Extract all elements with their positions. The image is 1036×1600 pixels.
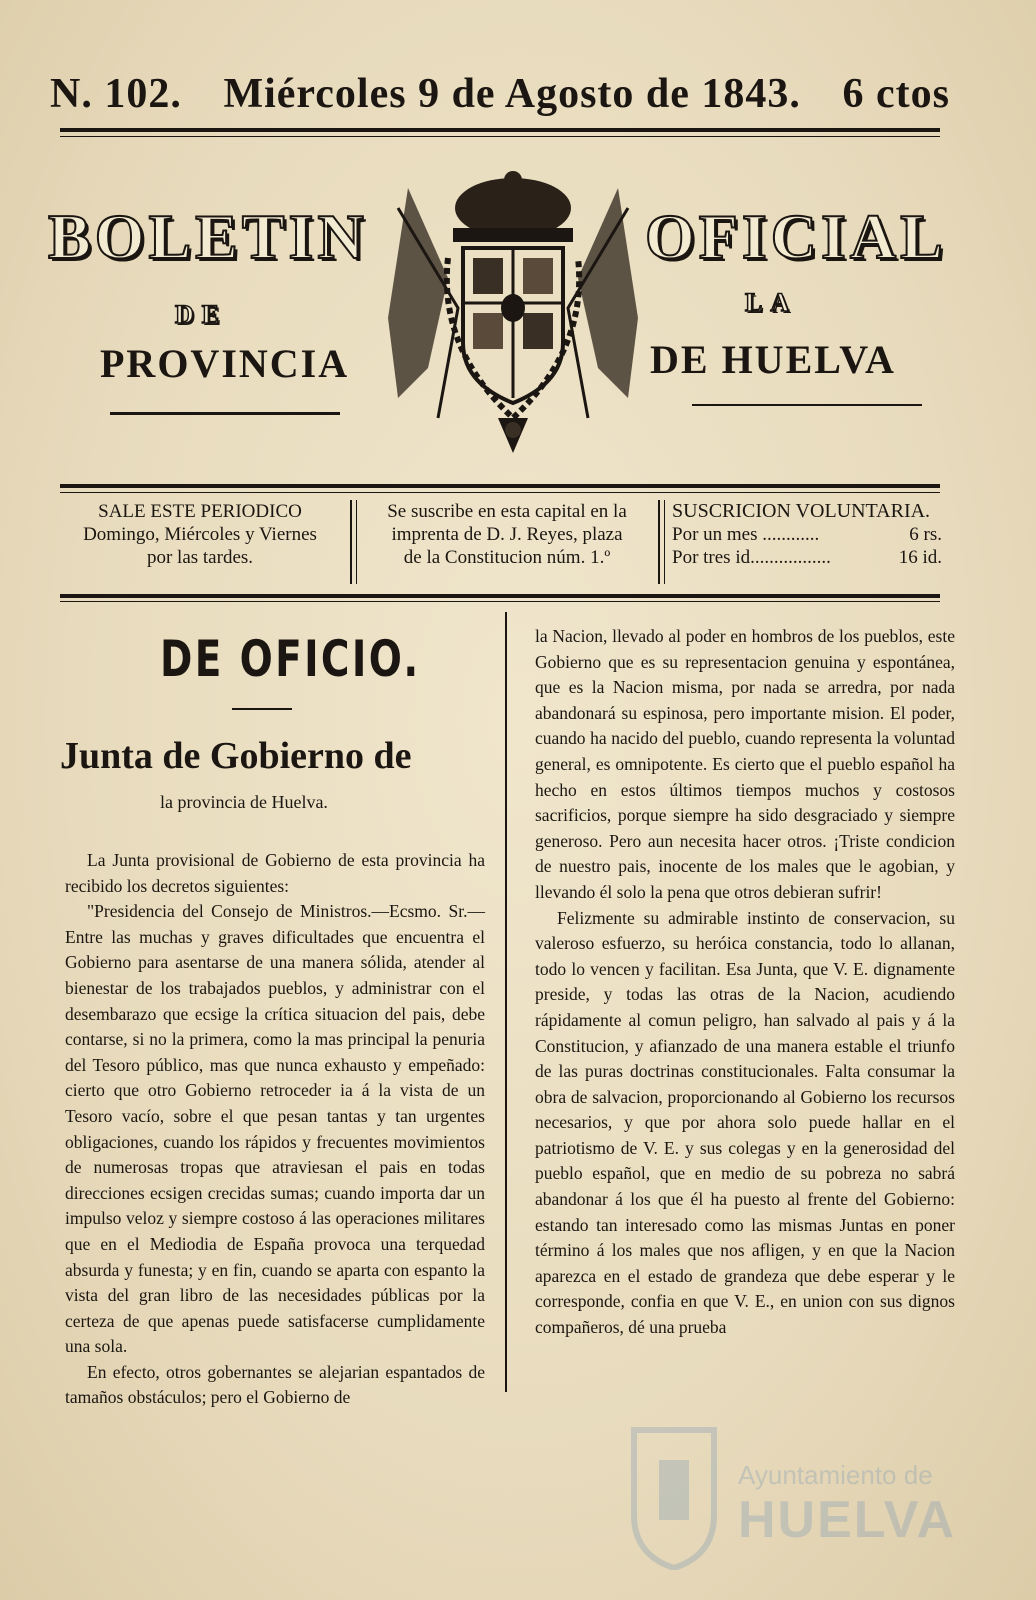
info-divider-2b [664, 500, 665, 584]
info-middle-line2: imprenta de D. J. Reyes, plaza [391, 524, 623, 545]
price-row [672, 546, 942, 569]
ayuntamiento-watermark [610, 1420, 957, 1570]
info-prices [672, 500, 942, 592]
article-title: Junta de Gobierno de [60, 735, 412, 777]
price-row-value: 6 rs. [909, 524, 942, 545]
article-subtitle: la provincia de Huelva. [160, 792, 328, 812]
price-row-label: Por tres id................. [672, 547, 831, 568]
issue-date: Miércoles 9 de Agosto de 1843. [223, 71, 801, 117]
column-divider [505, 612, 507, 1392]
info-rule-bottom-thin [60, 601, 940, 602]
masthead-rule-thin [60, 136, 940, 137]
masthead-rule [60, 128, 940, 132]
issue-number: N. 102. [50, 71, 182, 117]
title-underline-right [692, 404, 922, 406]
paragraph: La Junta provisional de Gobierno de esta provincia ha recibido los decretos siguientes: [65, 850, 485, 896]
info-middle-line3: de la Constitucion núm. 1.º [403, 547, 611, 568]
left-column [65, 848, 485, 1411]
coat-of-arms-icon [378, 168, 648, 458]
issue-price: 6 ctos [842, 71, 950, 117]
title-provincia: PROVINCIA [100, 341, 350, 386]
info-left-line1: SALE ESTE PERIODICO [98, 501, 302, 522]
watermark-line1: Ayuntamiento de [738, 1460, 933, 1490]
huelva-shield-icon [624, 1420, 724, 1570]
title-de: DE [175, 300, 228, 329]
paragraph: En efecto, otros gobernantes se alejarian espantados de tamaños obstáculos; pero el Gobierno de [65, 1361, 485, 1408]
title-de-huelva: DE HUELVA [650, 337, 896, 382]
info-divider-2 [658, 500, 660, 584]
price-row [672, 523, 942, 546]
paragraph: la Nacion, llevado al poder en hombros de los pueblos, este Gobierno que es su representacion genuina y espontánea, que es la Nacion misma, por nada se arredra, por nada abandonará su espinosa, pero importante mision. El poder, cuando ha nacido del pueblo, cuando representa la voluntad general, es omnipotente. Es cierto que el pueblo español ha hecho en estos últimos tiempos muchos y costosos sacrificios, porque siempre ha sido desgraciado y siempre generoso. Pero aun necesita hacer otros. ¡Triste condicion de nuestro pais, inocente de los males que le agobian, y llevando él solo la pena que otros debieran sufrir! [535, 626, 955, 902]
right-column [535, 624, 955, 1341]
info-rule-bottom [60, 594, 940, 598]
title-underline-left [110, 412, 340, 415]
info-right-title: SUSCRICION VOLUNTARIA. [672, 500, 931, 522]
heading-ornament [232, 708, 292, 710]
info-middle-line1: Se suscribe en esta capital en la [387, 501, 627, 522]
price-row-value: 16 id. [898, 547, 942, 568]
price-row-label: Por un mes ............ [672, 524, 820, 545]
section-heading: DE OFICIO. [160, 630, 421, 688]
info-left-line3: por las tardes. [146, 547, 254, 568]
info-divider-1b [356, 500, 357, 584]
paragraph: Felizmente su admirable instinto de conservacion, su valeroso esfuerzo, su heróica constancia, todo lo allanan, todo lo vencen y facilitan. Esa Junta, que V. E. dignamente preside, y todas las otras de la Nacion, acudiendo rápidamente al comun peligro, han salvado al pais y á la Constitucion, y afianzado de una manera estable el triunfo de las puras doctrinas constitucionales. Falta consumar la obra de salvacion, proporcionando al Gobierno los recursos necesarios, y que por ahora solo puede hallar en el patriotismo de V. E. y sus colegas y en la generosidad del pueblo español, que en medio de su pobreza no sabrá abandonar á los que él ha puesto al frente del Gobierno: estando tan interesado como las mismas Juntas en poner término á los males que nos afligen, y en que la Nacion aparezca en el estado de grandeza que debe esperar y le corresponde, confia en que V. E., en union con sus dignos compañeros, dé una prueba [535, 907, 955, 1338]
watermark-line2: HUELVA [738, 1491, 957, 1549]
info-left-line2: Domingo, Miércoles y Viernes [83, 524, 317, 545]
title-boletin: BOLETIN [48, 201, 368, 272]
masthead-issue-line [50, 70, 950, 130]
title-la: LA [745, 288, 798, 317]
info-divider-1 [350, 500, 352, 584]
paragraph: "Presidencia del Consejo de Ministros.—Ecsmo. Sr.—Entre las muchas y graves dificultades que encuentra el Gobierno para asentarse de una manera sólida, atender al bienestar de los trabajados pueblos, y administrar con el desembarazo que ecsige la crítica situacion del pais, debe contarse, si no la primera, como la mas principal la penuria del Tesoro público, mas que nunca exhausto y empeñado: cierto que otro Gobierno retroceder ia á la vista de un Tesoro vacío, sobre el que pesan tantas y tan urgentes obligaciones, cuando los rápidos y frecuentes movimientos de numerosas tropas que atraviesan el pais en todas direcciones ecsigen crecidas sumas; cuando importa dar un impulso veloz y siempre costoso á las operaciones militares que en el Mediodia de España provoca una terquedad absurda y funesta; y en fin, cuando se aparta con espanto la vista del gran libro de las necesidades públicas por la certeza de que apenas puede satisfacerse cumplidamente una sola. [65, 901, 485, 1357]
info-publication [55, 500, 345, 592]
info-subscription-place [362, 500, 652, 592]
title-oficial: OFICIAL [645, 201, 947, 272]
info-rule-top-thin [60, 492, 940, 493]
info-rule-top [60, 484, 940, 488]
